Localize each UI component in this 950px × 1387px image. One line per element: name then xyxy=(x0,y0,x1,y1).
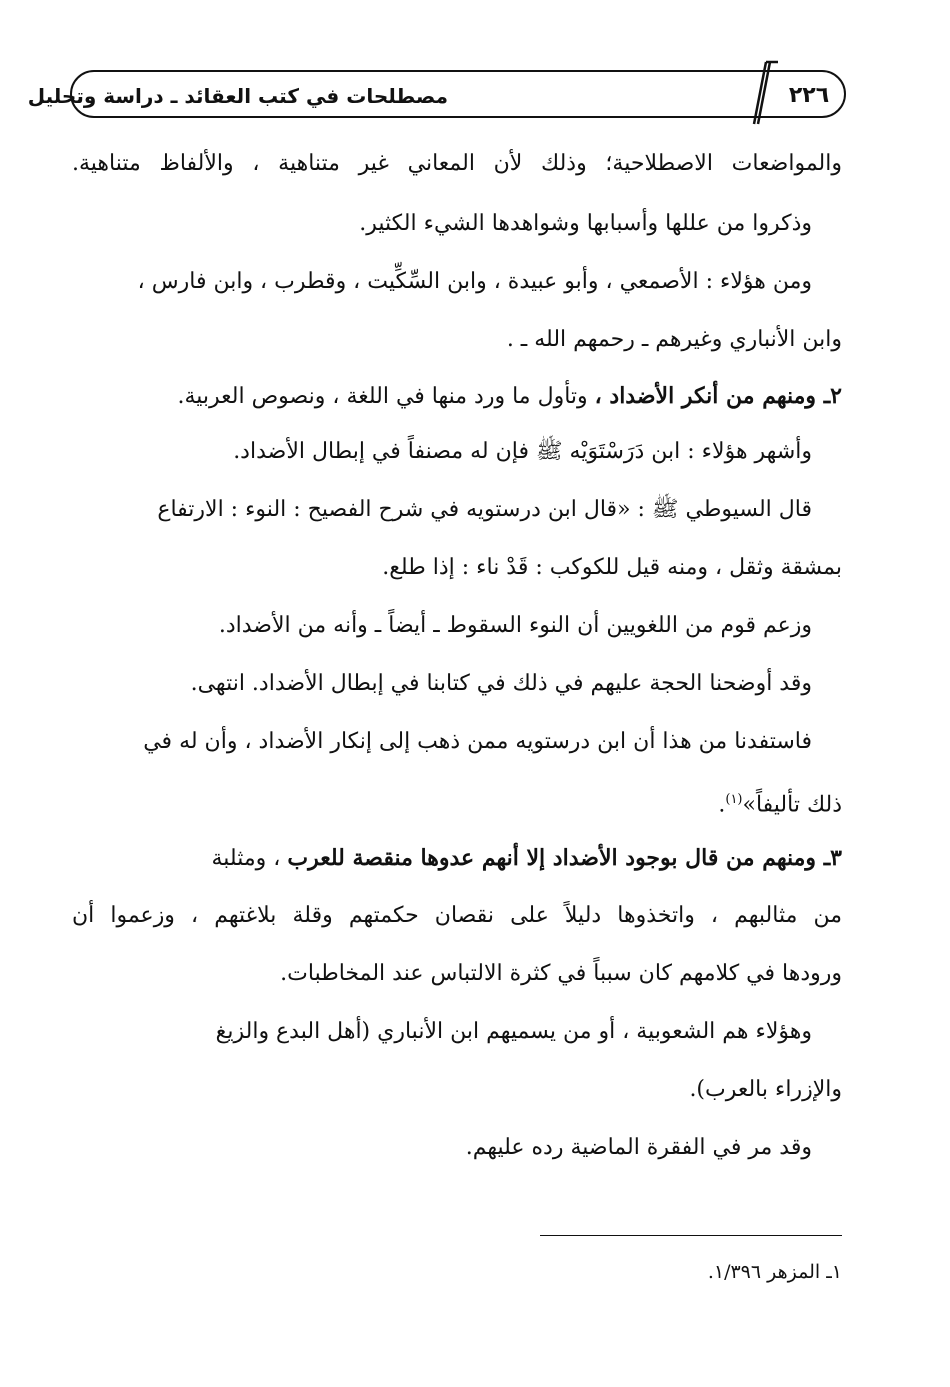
text-line: وقد أوضحنا الحجة عليهم في ذلك في كتابنا في إبطال الأضداد. انتهى. xyxy=(190,671,812,696)
text-line: بمشقة وثقل ، ومنه قيل للكوكب : قَدْ ناء : إذا طلع. xyxy=(382,555,842,580)
running-header-title: مصطلحات في كتب العقائد ـ دراسة وتحليل xyxy=(27,84,448,108)
item-heading: ٢ـ ومنهم من أنكر الأضداد ، xyxy=(594,383,842,409)
item-text: ، ومثلبة xyxy=(211,846,281,871)
text-line: ومن هؤلاء : الأصمعي ، وأبو عبيدة ، وابن السِّكِّيت ، وقطرب ، وابن فارس ، xyxy=(137,269,812,294)
text-line: وهؤلاء هم الشعوبية ، أو من يسميهم ابن الأنباري (أهل البدع والزيغ xyxy=(215,1019,812,1044)
footnote-marker: (١) xyxy=(725,792,743,807)
text-line: ورودها في كلامهم كان سبباً في كثرة الالتباس عند المخاطبات. xyxy=(280,961,842,986)
text-line: فاستفدنا من هذا أن ابن درستويه ممن ذهب إلى إنكار الأضداد ، وأن له في xyxy=(143,729,812,754)
text-line: من مثالبهم ، واتخذوها دليلاً على نقصان حكمتهم وقلة بلاغتهم ، وزعموا أن xyxy=(72,903,842,928)
text-line-with-footnote xyxy=(718,774,842,826)
header-divider-mark xyxy=(740,60,780,126)
text-line: وزعم قوم من اللغويين أن النوء السقوط ـ أيضاً ـ وأنه من الأضداد. xyxy=(218,613,812,638)
footnote: ١ـ المزهر ١/٣٩٦. xyxy=(707,1261,842,1283)
text-line: وأشهر هؤلاء : ابن دَرَسْتَوَيْه ﷺ فإن له مصنفاً في إبطال الأضداد. xyxy=(233,439,812,464)
text-line: قال السيوطي ﷺ : «قال ابن درستويه في شرح الفصيح : النوء : الارتفاع xyxy=(157,497,812,522)
text-line: والإزراء بالعرب). xyxy=(689,1077,842,1102)
text-line: وقد مر في الفقرة الماضية رده عليهم. xyxy=(465,1135,812,1160)
numbered-item-3 xyxy=(72,832,842,884)
footnote-separator xyxy=(540,1235,842,1236)
text-span: ذلك تأليفاً» xyxy=(742,792,842,818)
page-number: ٢٢٦ xyxy=(788,83,830,108)
item-text: وتأول ما ورد منها في اللغة ، ونصوص العربية. xyxy=(177,384,588,409)
numbered-item-2 xyxy=(177,370,842,422)
item-heading: ٣ـ ومنهم من قال بوجود الأضداد إلا أنهم عدوها منقصة للعرب xyxy=(287,845,842,871)
text-line: وابن الأنباري وغيرهم ـ رحمهم الله ـ . xyxy=(506,327,842,352)
text-line: والمواضعات الاصطلاحية؛ وذلك لأن المعاني غير متناهية ، والألفاظ متناهية. xyxy=(72,151,843,176)
text-span-end: . xyxy=(718,792,726,818)
text-line: وذكروا من عللها وأسبابها وشواهدها الشيء الكثير. xyxy=(359,211,812,236)
